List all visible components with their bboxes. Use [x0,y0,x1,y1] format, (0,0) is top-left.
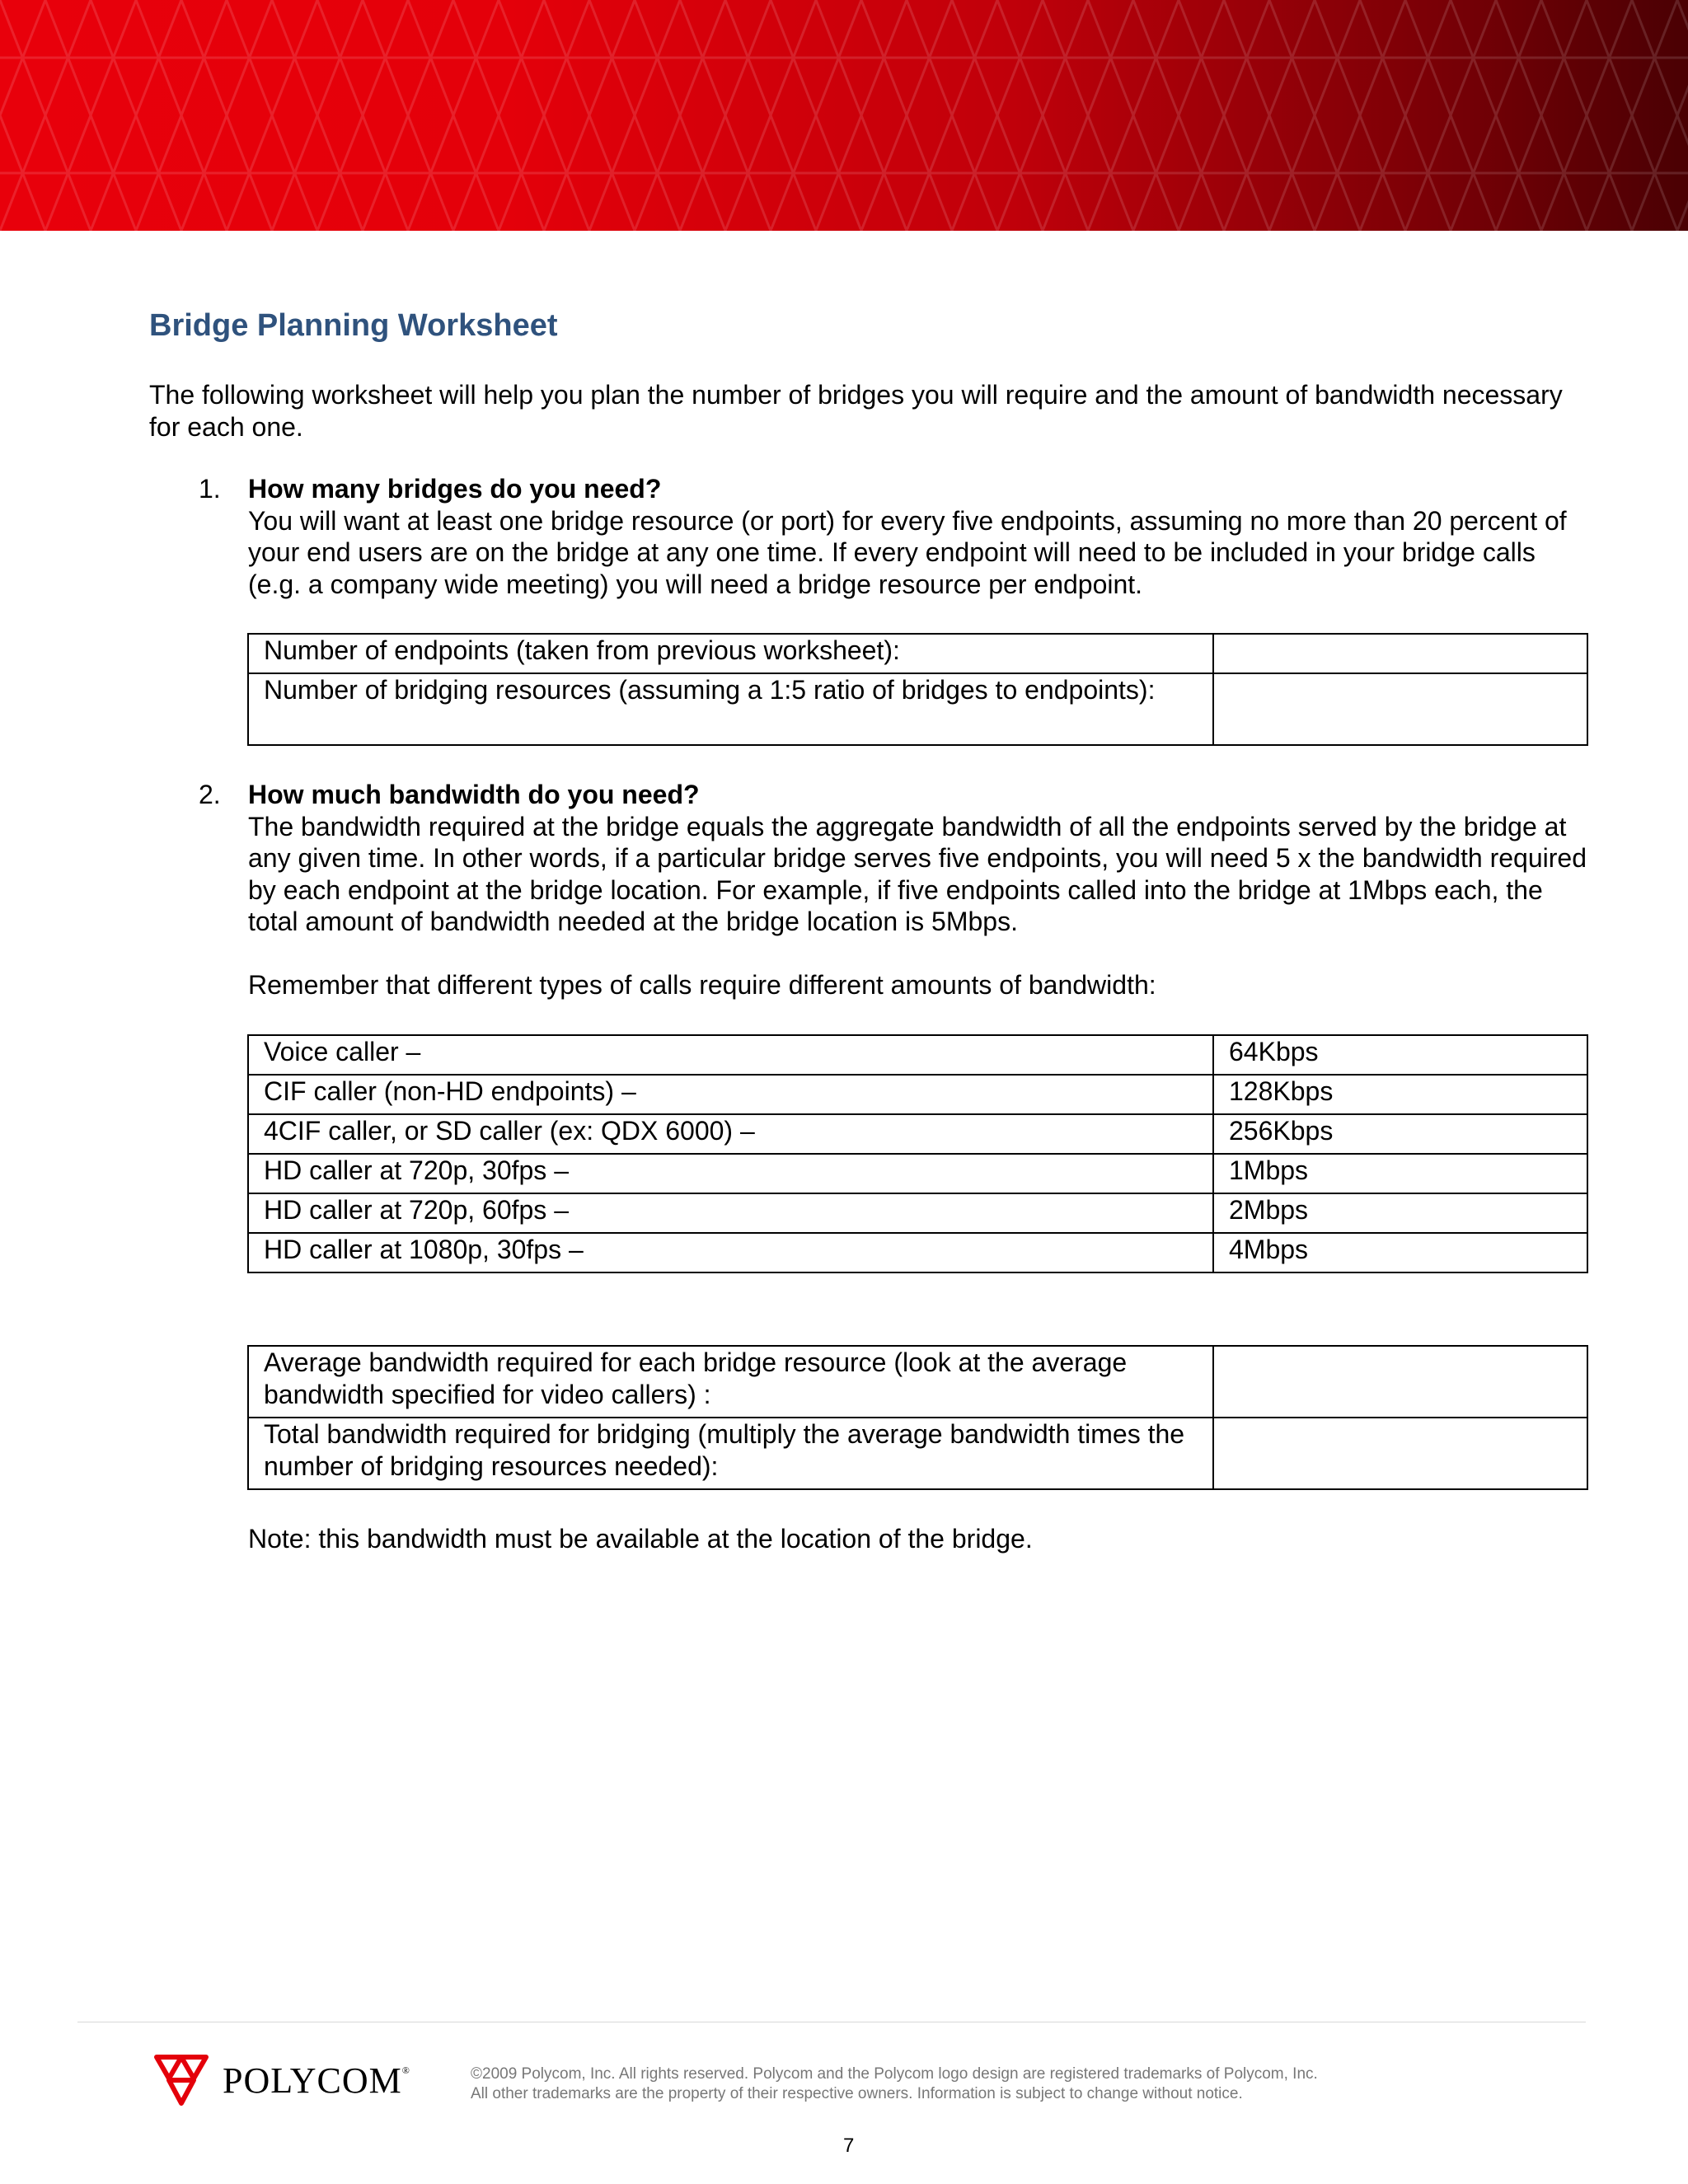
polycom-wordmark [223,2060,410,2102]
rate-label: Voice caller – [248,1035,1213,1075]
rate-value: 256Kbps [1213,1114,1587,1154]
legal-notice [471,2064,1318,2104]
wordmark-text: POLYCOM [223,2060,402,2101]
table-row [248,1418,1587,1489]
rate-label: 4CIF caller, or SD caller (ex: QDX 6000) – [248,1114,1213,1154]
question-1-text: You will want at least one bridge resource (or port) for every five endpoints, assuming no more than 20 percent of your end users are on the bridge at any one time. If every endpoint will need to be included in your bridge calls (e.g. a company wide meeting) you will need a bridge resource per endpoint. [248,505,1567,599]
question-2 [199,779,1592,1001]
rate-value: 128Kbps [1213,1075,1587,1114]
table-row [248,634,1587,673]
table-row [248,1233,1587,1272]
rate-value: 4Mbps [1213,1233,1587,1272]
bandwidth-rates-table [247,1034,1588,1273]
polycom-logo-icon [153,2052,209,2108]
table-cell-input[interactable] [1213,1346,1587,1418]
table-row [248,1193,1587,1233]
question-2-heading: How much bandwidth do you need? [248,780,700,809]
table-row [248,1154,1587,1193]
page-number: 7 [843,2135,855,2157]
rate-label: HD caller at 720p, 30fps – [248,1154,1213,1193]
table-row [248,1035,1587,1075]
rate-label: CIF caller (non-HD endpoints) – [248,1075,1213,1114]
banner-pattern [0,0,1688,231]
legal-line-2: All other trademarks are the property of their respective owners. Information is subject to change without notice. [471,2085,1243,2102]
table-cell-label: Number of bridging resources (assuming a 1:5 ratio of bridges to endpoints): [248,673,1213,745]
question-2-reminder: Remember that different types of calls require different amounts of bandwidth: [248,969,1156,1000]
table-cell-input[interactable] [1213,673,1587,745]
table-row [248,1075,1587,1114]
rate-value: 1Mbps [1213,1154,1587,1193]
question-1-heading: How many bridges do you need? [248,474,662,504]
table-row [248,673,1587,745]
table-cell-label: Average bandwidth required for each bridge resource (look at the average bandwidth specified for video callers) : [248,1346,1213,1418]
legal-line-1: ©2009 Polycom, Inc. All rights reserved. Polycom and the Polycom logo design are registered trademarks of Polycom, Inc. [471,2065,1318,2083]
bandwidth-calc-table [247,1345,1588,1490]
rate-value: 2Mbps [1213,1193,1587,1233]
rate-label: HD caller at 720p, 60fps – [248,1193,1213,1233]
rate-label: HD caller at 1080p, 30fps – [248,1233,1213,1272]
intro-paragraph: The following worksheet will help you plan the number of bridges you will require and the amount of bandwidth necessary for each one. [149,380,1563,442]
question-2-number: 2. [199,780,221,809]
registered-mark: ® [401,2064,410,2076]
bridges-table [247,633,1588,746]
table-cell-label: Number of endpoints (taken from previous worksheet): [248,634,1213,673]
table-row [248,1346,1587,1418]
table-cell-input[interactable] [1213,1418,1587,1489]
page-title: Bridge Planning Worksheet [149,308,558,343]
table-cell-label: Total bandwidth required for bridging (multiply the average bandwidth times the number of bridging resources needed): [248,1418,1213,1489]
table-cell-input[interactable] [1213,634,1587,673]
header-banner [0,0,1688,231]
rate-value: 64Kbps [1213,1035,1587,1075]
table-row [248,1114,1587,1154]
question-1-number: 1. [199,474,221,504]
question-2-text: The bandwidth required at the bridge equals the aggregate bandwidth of all the endpoints served by the bridge at any given time. In other words, if a particular bridge serves five endpoints, you will need 5 x the bandwidth required by each endpoint at the bridge location. For example, if five endpoints called into the bridge at 1Mbps each, the total amount of bandwidth needed at the bridge location is 5Mbps. [248,811,1587,936]
bandwidth-note: Note: this bandwidth must be available at the location of the bridge. [248,1524,1033,1554]
question-1 [199,473,1592,600]
